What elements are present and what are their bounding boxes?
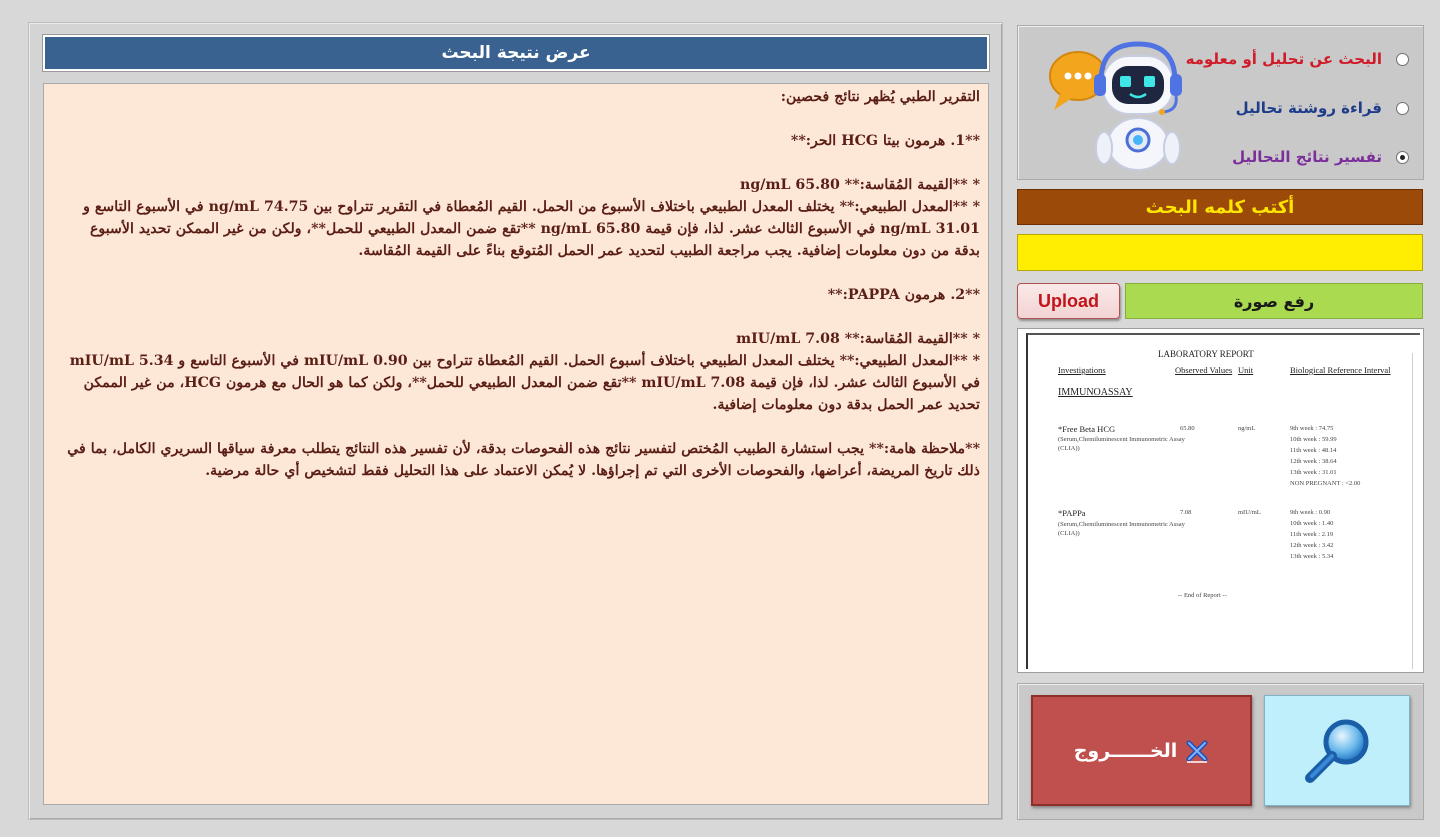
header-investigations: Investigations: [1058, 365, 1106, 375]
header-unit: Unit: [1238, 365, 1254, 375]
report-footer: -- End of Report --: [1178, 592, 1227, 599]
result-line: **2. هرمون PAPPA:**: [827, 287, 980, 303]
test-method: (Serum,Chemiluminescent Immunometric Assay: [1058, 436, 1185, 443]
range-line: 11th week : 2.19: [1290, 531, 1334, 538]
result-line: * **المعدل الطبيعي:** يختلف المعدل الطبيعي باختلاف أسبوع الحمل. القيم المُعطاة تتراوح بين 0.90 mIU/mL في الأسبوع التاسع و 5.34 mIU/mL في الأسبوع الثالث عشر. لذا، فإن قيمة 7.08 mIU/mL **تقع ضمن المعدل الطبيعي للحمل**، ولكن كما هو الحال مع هرمون HCG، من غير الممكن تحديد عمر الحمل بدقة دون معلومات إضافية.: [69, 353, 980, 413]
range-line: 9th week : 0.90: [1290, 509, 1331, 516]
result-line: * **المعدل الطبيعي:** يختلف المعدل الطبيعي باختلاف الأسبوع من الحمل. القيم المُعطاة في التقرير تتراوح بين 74.75 ng/mL في الأسبوع التاسع و 31.01 ng/mL في الأسبوع الثالث عشر. لذا، فإن قيمة 65.80 ng/mL **تقع ضمن المعدل الطبيعي للحمل**، ولكن من غير الممكن تحديد الأسبوع بدقة من دون معلومات إضافية. يجب مراجعة الطبيب لتحديد عمر الحمل المُتوقع بناءً على القيمة المُقاسة.: [83, 199, 980, 259]
header-reference: Biological Reference Interval: [1290, 365, 1391, 375]
search-keyword-input[interactable]: [1017, 234, 1423, 271]
result-header: عرض نتيجة البحث: [43, 35, 989, 71]
magnifier-search-icon: [1300, 714, 1374, 788]
range-line: 10th week : 59.99: [1290, 436, 1337, 443]
result-line: [62, 152, 980, 174]
result-line: [62, 108, 980, 130]
report-title: LABORATORY REPORT: [1158, 349, 1254, 359]
upload-image-label: رفع صورة: [1125, 283, 1423, 319]
result-line: [62, 306, 980, 328]
result-line: التقرير الطبي يُظهر نتائج فحصين:: [780, 89, 980, 105]
radio-search-test[interactable]: [1396, 53, 1409, 66]
robot-assistant-icon: [1046, 36, 1196, 174]
exit-button-label: الخــــــروج: [1073, 739, 1178, 762]
range-line: 13th week : 31.01: [1290, 469, 1337, 476]
exit-button[interactable]: [1031, 695, 1252, 806]
result-line: [62, 262, 980, 284]
lab-report-image: [1026, 333, 1420, 669]
radio-read-prescription[interactable]: [1396, 102, 1409, 115]
action-buttons-panel: [1017, 683, 1424, 820]
result-line: [62, 416, 980, 438]
range-line: 9th week : 74.75: [1290, 425, 1334, 432]
upload-button[interactable]: Upload: [1017, 283, 1120, 319]
radio-interpret-results[interactable]: [1396, 151, 1409, 164]
option-interpret-results[interactable]: [1232, 144, 1409, 170]
result-line: * **القيمة المُقاسة:** 7.08 mIU/mL: [736, 331, 980, 347]
test-method: (CLIA)): [1058, 445, 1080, 452]
test-name: *Free Beta HCG: [1058, 424, 1116, 434]
test-unit: ng/mL: [1238, 425, 1256, 432]
test-method: (Serum,Chemiluminescent Immunometric Assay: [1058, 521, 1185, 528]
search-button[interactable]: [1264, 695, 1410, 806]
preview-scrollbar[interactable]: [1412, 353, 1418, 669]
option-label: البحث عن تحليل أو معلومه: [1185, 50, 1382, 68]
result-textbox[interactable]: [43, 83, 989, 805]
range-line: NON PREGNANT : <2.00: [1290, 480, 1361, 487]
option-search-test[interactable]: [1186, 46, 1409, 72]
close-x-icon: [1185, 739, 1209, 763]
test-unit: mIU/mL: [1238, 509, 1261, 516]
range-line: 12th week : 3.42: [1290, 542, 1334, 549]
range-line: 12th week : 38.64: [1290, 458, 1337, 465]
option-label: تفسير نتائج التحاليل: [1232, 148, 1382, 166]
header-observed: Observed Values: [1175, 365, 1233, 375]
result-line: * **القيمة المُقاسة:** 65.80 ng/mL: [740, 177, 980, 193]
option-label: قراءة روشتة تحاليل: [1235, 99, 1382, 117]
test-value: 7.08: [1180, 509, 1192, 516]
search-keyword-label: أكتب كلمه البحث: [1017, 189, 1423, 225]
section-title: IMMUNOASSAY: [1058, 387, 1133, 398]
test-name: *PAPPa: [1058, 508, 1086, 518]
search-options-panel: [1017, 25, 1424, 180]
uploaded-image-preview: [1017, 328, 1424, 673]
range-line: 10th week : 1.40: [1290, 520, 1334, 527]
test-method: (CLIA)): [1058, 530, 1080, 537]
result-line: **ملاحظة هامة:** يجب استشارة الطبيب المُختص لتفسير نتائج هذه الفحوصات بدقة، لأن تفسير هذه النتائج يتطلب معرفة سياقها السريري الكامل، بما في ذلك تاريخ المريضة، أعراضها، والفحوصات الأخرى التي تم إجراؤها. لا يُمكن الاعتماد على هذا التحليل فقط لتشخيص أي حالة مرضية.: [67, 441, 980, 479]
test-value: 65.80: [1180, 425, 1195, 432]
option-read-prescription[interactable]: [1236, 95, 1409, 121]
result-panel: [28, 22, 1003, 820]
range-line: 11th week : 48.14: [1290, 447, 1337, 454]
result-line: **1. هرمون بيتا HCG الحر:**: [790, 133, 980, 149]
range-line: 13th week : 5.34: [1290, 553, 1334, 560]
